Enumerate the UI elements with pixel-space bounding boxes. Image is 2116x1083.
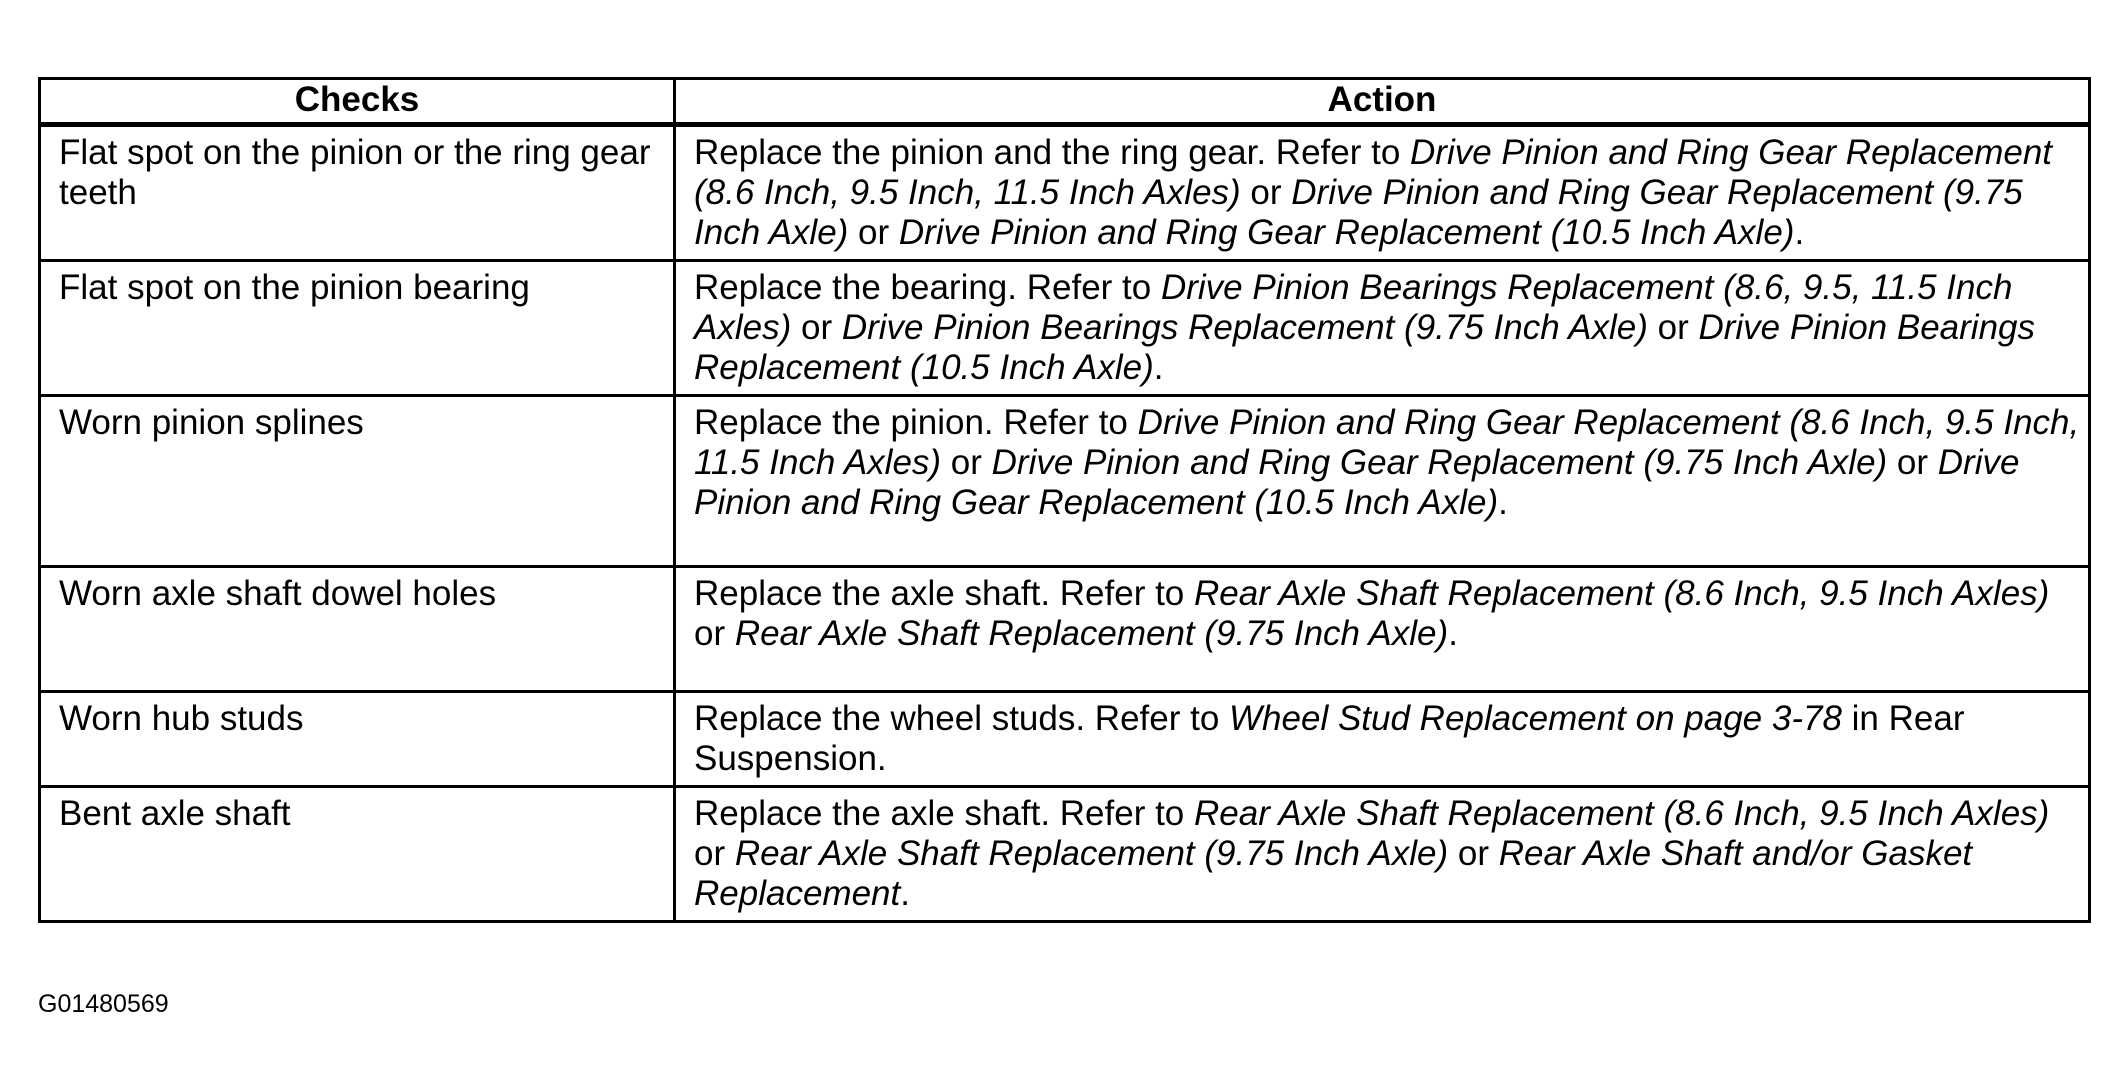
action-text: Replace the axle shaft. Refer to bbox=[694, 574, 1194, 613]
procedure-reference: Drive Pinion and Ring Gear Replacement (8.6 Inch, 9.5 Inch, 11.5 Inch Axles) bbox=[694, 133, 2053, 212]
action-text: . bbox=[1794, 213, 1805, 252]
action-cell bbox=[675, 567, 2090, 692]
procedure-reference: Drive Pinion Bearings Replacement (9.75 Inch Axle) bbox=[841, 308, 1648, 347]
column-header-checks: Checks bbox=[40, 79, 675, 125]
check-cell: Worn pinion splines bbox=[40, 396, 675, 567]
table-row bbox=[40, 692, 2090, 787]
table-body bbox=[40, 125, 2090, 922]
action-text: Replace the pinion and the ring gear. Refer to bbox=[694, 133, 1411, 172]
action-cell bbox=[675, 787, 2090, 922]
action-text: or bbox=[694, 834, 735, 873]
action-text: or bbox=[848, 213, 899, 252]
action-cell bbox=[675, 396, 2090, 567]
action-cell bbox=[675, 692, 2090, 787]
action-text: Replace the axle shaft. Refer to bbox=[694, 794, 1194, 833]
procedure-reference: Drive Pinion and Ring Gear Replacement (8.6 Inch, 9.5 Inch, 11.5 Inch Axles) bbox=[694, 403, 2080, 482]
table-row bbox=[40, 125, 2090, 261]
action-text: . bbox=[1448, 614, 1458, 653]
action-text: or bbox=[1240, 173, 1292, 212]
procedure-reference: Drive Pinion Bearings Replacement (10.5 Inch Axle) bbox=[694, 308, 2036, 387]
table-row bbox=[40, 261, 2090, 396]
procedure-reference: Drive Pinion and Ring Gear Replacement (10.5 Inch Axle) bbox=[898, 213, 1795, 252]
action-cell bbox=[675, 125, 2090, 261]
procedure-reference: Drive Pinion and Ring Gear Replacement (9.75 Inch Axle) bbox=[991, 443, 1888, 482]
action-text: or bbox=[1647, 308, 1699, 347]
action-text: . bbox=[1498, 483, 1508, 522]
procedure-reference: Rear Axle Shaft Replacement (8.6 Inch, 9.5 Inch Axles) bbox=[1194, 794, 2050, 833]
table-row bbox=[40, 567, 2090, 692]
check-cell: Worn axle shaft dowel holes bbox=[40, 567, 675, 692]
action-text: or bbox=[1887, 443, 1938, 482]
action-text: or bbox=[791, 308, 842, 347]
procedure-reference: Wheel Stud Replacement on page 3-78 bbox=[1229, 699, 1842, 738]
procedure-reference: Rear Axle Shaft Replacement (8.6 Inch, 9.5 Inch Axles) bbox=[1194, 574, 2050, 613]
procedure-reference: Rear Axle Shaft Replacement (9.75 Inch Axle) bbox=[734, 834, 1449, 873]
procedure-reference: Drive Pinion and Ring Gear Replacement (10.5 Inch Axle) bbox=[694, 443, 2020, 522]
action-text: Replace the bearing. Refer to bbox=[694, 268, 1161, 307]
action-text: or bbox=[1448, 834, 1499, 873]
check-cell: Worn hub studs bbox=[40, 692, 675, 787]
action-text: . bbox=[1153, 348, 1164, 387]
procedure-reference: Drive Pinion Bearings Replacement (8.6, 9.5, 11.5 Inch Axles) bbox=[694, 268, 2013, 347]
checks-action-table bbox=[38, 77, 2091, 923]
action-text: or bbox=[694, 614, 735, 653]
action-text: Replace the pinion. Refer to bbox=[694, 403, 1138, 442]
column-header-action: Action bbox=[675, 79, 2090, 125]
procedure-reference: Rear Axle Shaft and/or Gasket Replacement bbox=[694, 834, 1973, 913]
check-cell: Flat spot on the pinion bearing bbox=[40, 261, 675, 396]
procedure-reference: Drive Pinion and Ring Gear Replacement (9.75 Inch Axle) bbox=[694, 173, 2023, 252]
action-text: . bbox=[900, 874, 910, 913]
figure-id-label: G01480569 bbox=[38, 990, 169, 1018]
action-text: or bbox=[941, 443, 992, 482]
action-text: in Rear Suspension. bbox=[694, 699, 1965, 778]
action-text: Replace the wheel studs. Refer to bbox=[694, 699, 1230, 738]
check-cell: Bent axle shaft bbox=[40, 787, 675, 922]
procedure-reference: Rear Axle Shaft Replacement (9.75 Inch Axle) bbox=[734, 614, 1449, 653]
table-row bbox=[40, 396, 2090, 567]
table-row bbox=[40, 787, 2090, 922]
action-cell bbox=[675, 261, 2090, 396]
check-cell: Flat spot on the pinion or the ring gear teeth bbox=[40, 125, 675, 261]
table-header-row bbox=[40, 79, 2090, 125]
